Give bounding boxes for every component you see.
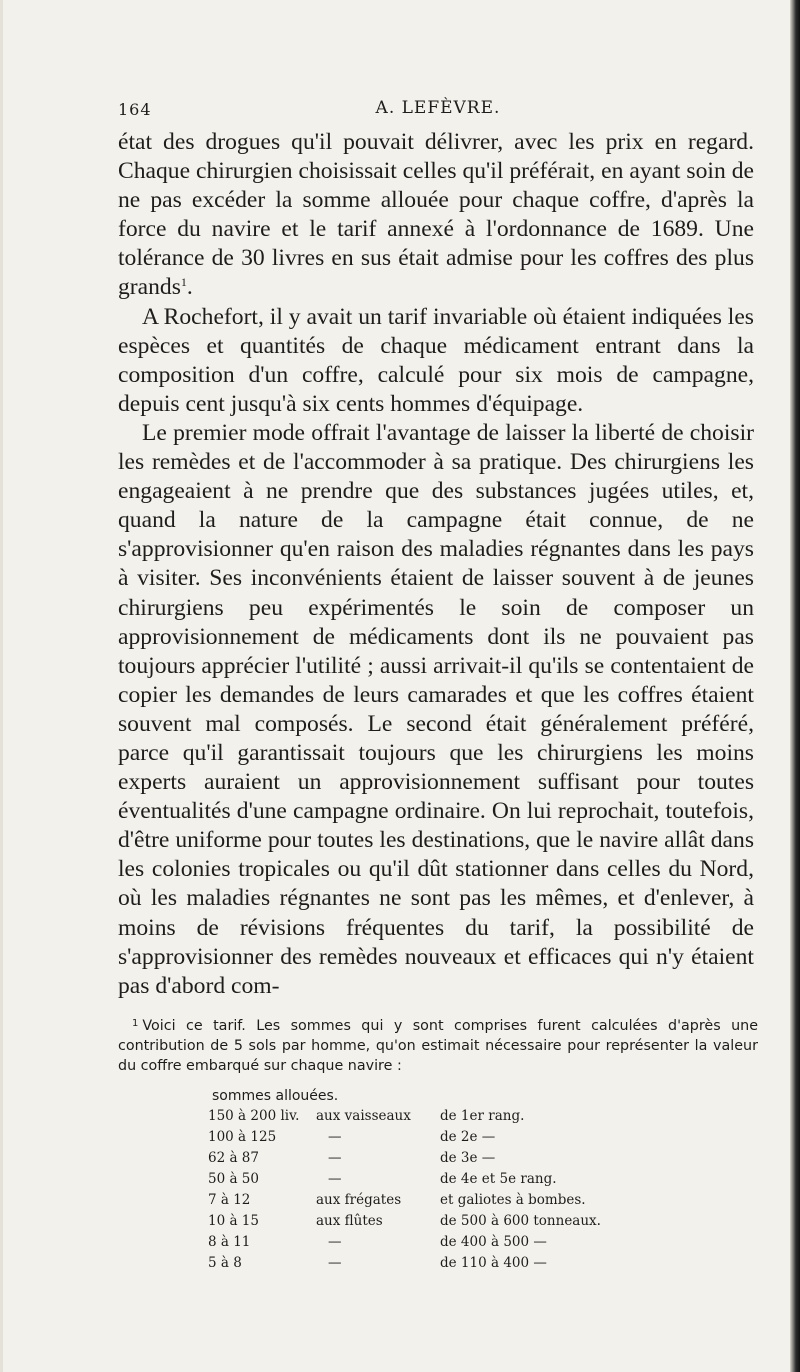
page-binding-edge — [790, 0, 800, 1372]
table-row — [208, 1213, 608, 1234]
tariff-detail: de 1er rang. — [440, 1108, 525, 1124]
tariff-detail: de 2e — — [440, 1129, 496, 1145]
tariff-amount: 62 à 87 — [208, 1150, 259, 1166]
page-header — [118, 98, 758, 122]
table-row — [208, 1150, 608, 1171]
tariff-ship-class: aux frégates — [316, 1192, 402, 1208]
page-number: 164 — [118, 100, 152, 119]
tariff-ship-class: — — [328, 1171, 342, 1187]
table-row — [208, 1171, 608, 1192]
tariff-ship-class: — — [328, 1150, 342, 1166]
tariff-detail: de 3e — — [440, 1150, 496, 1166]
tariff-detail: et galiotes à bombes. — [440, 1192, 586, 1208]
tariff-ship-class: — — [328, 1129, 342, 1145]
tariff-heading: sommes allouées. — [212, 1088, 339, 1104]
tariff-amount: 5 à 8 — [208, 1255, 242, 1271]
footnote-text: Voici ce tarif. Les sommes qui y sont comprises furent calculées d'après une contribution de 5 sols par homme, qu'on estimait nécessaire pour représenter la valeur du coffre embarqué sur chaque navire : — [118, 1018, 758, 1074]
tariff-ship-class: aux vaisseaux — [316, 1108, 411, 1124]
tariff-detail: de 400 à 500 — — [440, 1234, 547, 1250]
table-row — [208, 1129, 608, 1150]
tariff-amount: 50 à 50 — [208, 1171, 259, 1187]
tariff-ship-class: aux flûtes — [316, 1213, 383, 1229]
tariff-amount: 10 à 15 — [208, 1213, 259, 1229]
tariff-amount: 7 à 12 — [208, 1192, 251, 1208]
tariff-amount: 100 à 125 — [208, 1129, 277, 1145]
tariff-table — [208, 1108, 608, 1276]
paragraph-text: état des drogues qu'il pouvait délivrer, avec les prix en regard. Chaque chirurgien choisissait celles qu'il préférait, en ayant soin de ne pas excéder la somme allouée pour chaque coffre, d'après la force du navire et le tarif annexé à l'ordonnance de 1689. Une tolérance de 30 livres en sus était admise pour les coffres des plus grands — [118, 129, 754, 301]
footnote-marker: 1 — [132, 1018, 139, 1029]
footnote-ref[interactable]: 1 — [180, 275, 187, 290]
running-head: A. LEFÈVRE. — [375, 98, 501, 118]
tariff-detail: de 500 à 600 tonneaux. — [440, 1213, 601, 1229]
tariff-detail: de 4e et 5e rang. — [440, 1171, 557, 1187]
tariff-ship-class: — — [328, 1234, 342, 1250]
tariff-amount: 150 à 200 liv. — [208, 1108, 300, 1124]
table-row — [208, 1108, 608, 1129]
paragraph-end: . — [186, 274, 193, 301]
page-left-edge — [0, 0, 3, 1372]
paragraph — [118, 128, 754, 303]
paragraph: Le premier mode offrait l'avantage de laisser la liberté de choisir les remèdes et de l'accommoder à sa pratique. Des chirurgiens les engageaient à ne prendre que des substances jugées utiles, et, quand la nature de la campagne était connue, de ne s'approvisionner qu'en raison des maladies régnantes dans les pays à visiter. Ses inconvénients étaient de laisser souvent à de jeunes chirurgiens peu expérimentés le soin de composer un approvisionnement de médicaments dont ils ne pouvaient pas toujours apprécier l'utilité ; aussi arrivait-il qu'ils se contentaient de copier les demandes de leurs camarades et que les coffres étaient souvent mal composés. Le second était généralement préféré, parce qu'il garantissait toujours que les chirurgiens les moins experts auraient un approvisionnement suffisant pour toutes éventualités d'une campagne ordinaire. On lui reprochait, toutefois, d'être uniforme pour toutes les destinations, que le navire allât dans les colonies tropicales ou qu'il dût stationner dans celles du Nord, où les maladies régnantes ne sont pas les mêmes, et d'enlever, à moins de révisions fréquentes du tarif, la possibilité de s'approvisionner des remèdes nouveaux et efficaces qui n'y étaient pas d'abord com- — [118, 419, 754, 999]
tariff-amount: 8 à 11 — [208, 1234, 251, 1250]
tariff-ship-class: — — [328, 1255, 342, 1271]
tariff-detail: de 110 à 400 — — [440, 1255, 547, 1271]
paragraph: A Rochefort, il y avait un tarif invariable où étaient indiquées les espèces et quantités de chaque médicament entrant dans la composition d'un coffre, calculé pour six mois de campagne, depuis cent jusqu'à six cents hommes d'équipage. — [118, 303, 754, 417]
table-row — [208, 1234, 608, 1255]
table-row — [208, 1255, 608, 1276]
table-row — [208, 1192, 608, 1213]
body-text — [118, 128, 754, 1001]
footnote — [118, 1014, 758, 1076]
